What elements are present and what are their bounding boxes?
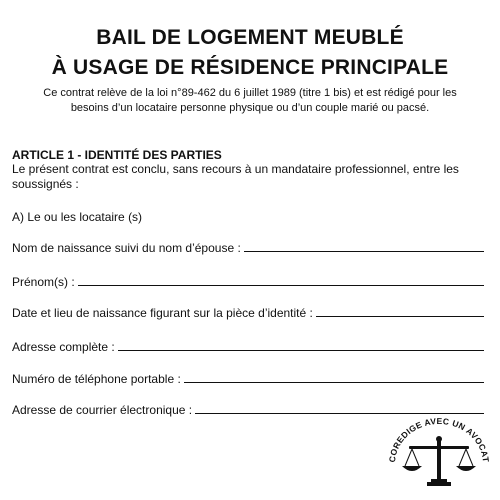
scales-of-justice-icon — [402, 436, 476, 486]
field-mobile-phone-blank[interactable] — [184, 381, 484, 383]
field-first-names-label: Prénom(s) : — [12, 275, 75, 289]
section-a-heading: A) Le ou les locataire (s) — [12, 210, 143, 224]
field-birth-date-place-label: Date et lieu de naissance figurant sur la pièce d’identité : — [12, 306, 313, 320]
field-birth-date-place-blank[interactable] — [316, 315, 484, 317]
field-email-address-label: Adresse de courrier électronique : — [12, 403, 193, 417]
field-first-names-blank[interactable] — [78, 284, 484, 286]
field-mobile-phone-label: Numéro de téléphone portable : — [12, 372, 181, 386]
field-full-address-label: Adresse complète : — [12, 340, 115, 354]
article-1-heading: ARTICLE 1 - IDENTITÉ DES PARTIES — [12, 148, 222, 162]
field-first-names[interactable] — [12, 273, 484, 289]
field-birth-name-blank[interactable] — [244, 250, 484, 252]
article-1-intro: Le présent contrat est conclu, sans recours à un mandataire professionnel, entre les soussignés : — [12, 162, 459, 191]
document-title-line1: BAIL DE LOGEMENT MEUBLÉ — [96, 26, 404, 49]
logo-text-path: COREDIGE AVEC UN AVOCAT — [386, 415, 492, 463]
field-birth-name[interactable] — [12, 239, 484, 255]
coredige-avocat-logo — [383, 412, 495, 494]
document-title-line2: À USAGE DE RÉSIDENCE PRINCIPALE — [51, 56, 449, 79]
field-birth-date-place[interactable] — [12, 304, 484, 320]
field-mobile-phone[interactable] — [12, 370, 484, 386]
field-birth-name-label: Nom de naissance suivi du nom d’épouse : — [12, 241, 241, 255]
field-full-address-blank[interactable] — [118, 349, 484, 351]
field-full-address[interactable] — [12, 338, 484, 354]
document-subtitle: Ce contrat relève de la loi n°89-462 du 6 juillet 1989 (titre 1 bis) et est rédigé pour les besoins d’un locataire personne physique ou d’un couple marié ou pacsé. — [43, 87, 457, 114]
